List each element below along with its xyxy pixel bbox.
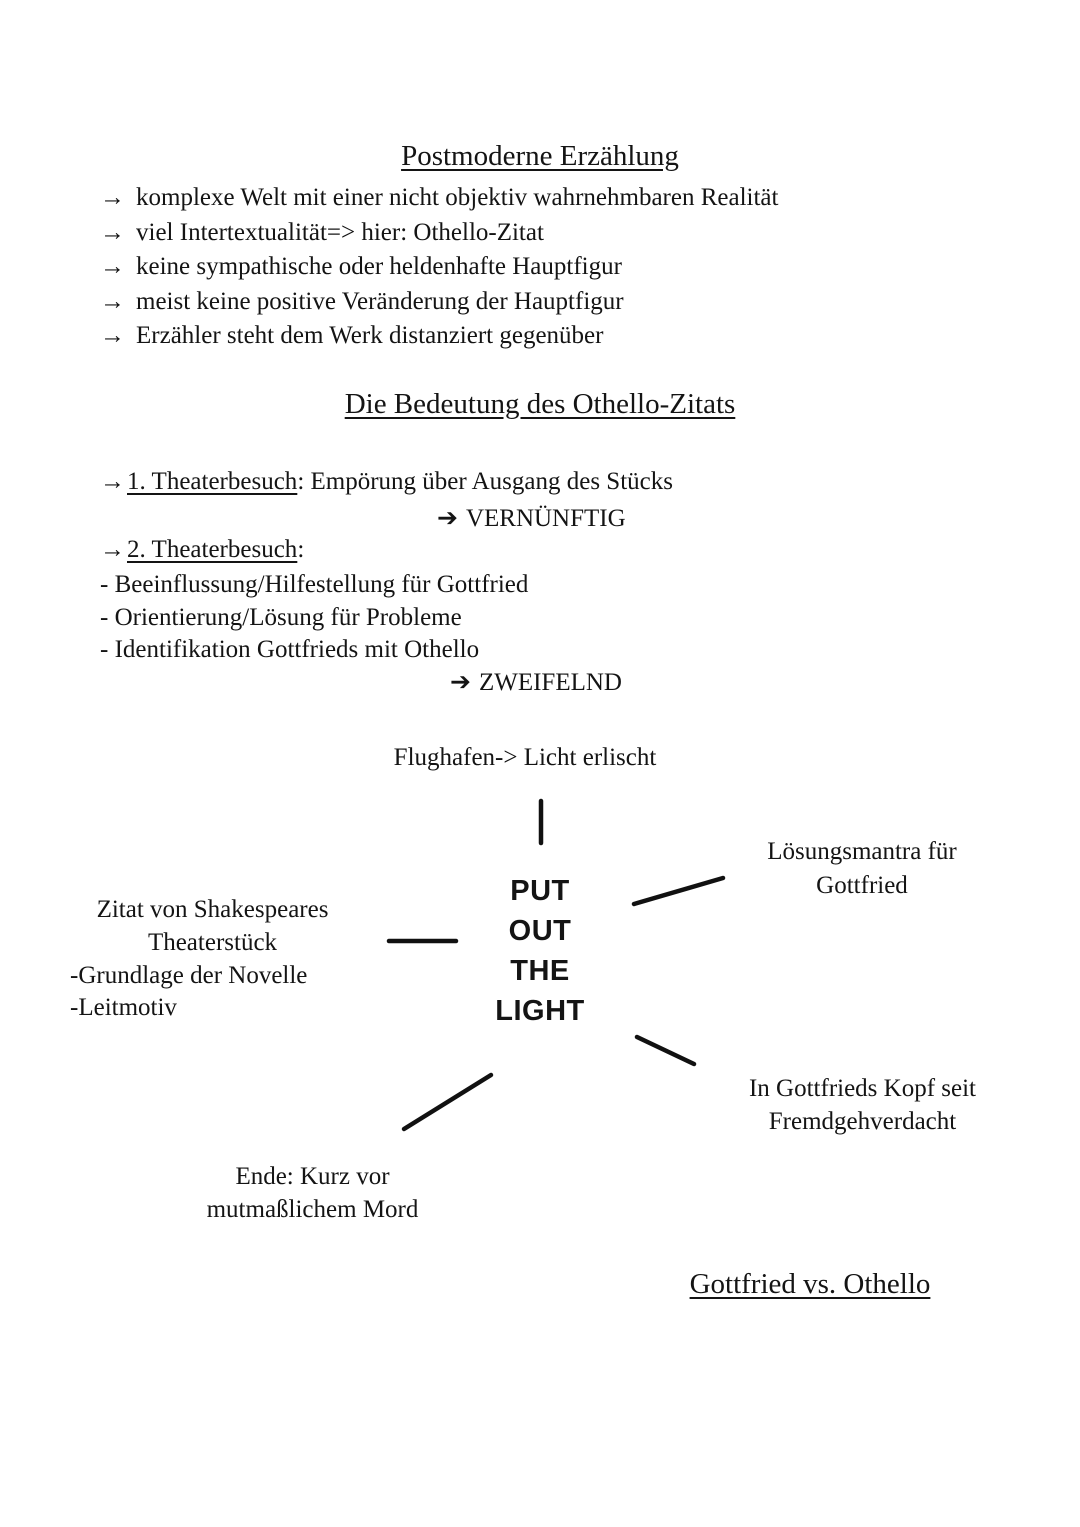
arrow-right-icon: → <box>100 253 125 281</box>
center-line: OUT <box>508 915 572 947</box>
arrow-heavy-icon: ➔ <box>437 505 458 532</box>
point-item: - Beeinflussung/Hilfestellung für Gottfried <box>100 571 529 598</box>
theater-visit-2-label: 2. Theaterbesuch <box>127 536 298 563</box>
list-item <box>100 216 1000 251</box>
connector-bottom-left <box>404 1075 491 1129</box>
theater-visit-2-text: : <box>297 536 305 563</box>
arrow-right-icon: → <box>100 287 125 315</box>
node-line: -Leitmotiv <box>70 994 177 1022</box>
node-line: Theaterstück <box>147 928 278 956</box>
footer-heading: Gottfried vs. Othello <box>689 1268 931 1300</box>
point-item: - Orientierung/Lösung für Probleme <box>100 603 462 631</box>
postmodern-list <box>100 181 1000 354</box>
mindmap-center-node <box>465 871 615 1031</box>
section-title: Die Bedeutung des Othello-Zitats <box>344 388 736 420</box>
verdict-1 <box>437 503 626 533</box>
list-item-text: keine sympathische oder heldenhafte Hauptfigur <box>136 253 622 281</box>
point-item: - Identifikation Gottfrieds mit Othello <box>100 636 480 664</box>
node-line: mutmaßlichem Mord <box>206 1196 419 1223</box>
arrow-right-icon: → <box>100 218 125 246</box>
node-line: Zitat von Shakespeares <box>96 896 329 923</box>
list-item <box>100 319 1000 354</box>
node-line: Lösungsmantra für <box>767 838 957 865</box>
connector-bottom-right <box>637 1037 694 1064</box>
list-item-text: meist keine positive Veränderung der Hauptfigur <box>136 287 624 315</box>
arrow-right-icon: → <box>100 536 125 563</box>
list-item <box>100 181 1000 216</box>
arrow-right-icon: → <box>100 322 125 350</box>
node-line: -Grundlage der Novelle <box>70 961 308 989</box>
theater-visit-2 <box>100 536 1000 564</box>
center-line: LIGHT <box>495 995 585 1027</box>
verdict-2 <box>450 667 622 697</box>
mindmap-node-ending <box>185 1160 440 1226</box>
list-item <box>100 250 1000 285</box>
node-line: Fremdgehverdacht <box>768 1108 957 1135</box>
arrow-heavy-icon: ➔ <box>450 669 471 696</box>
arrow-right-icon: → <box>100 184 125 211</box>
node-line: Gottfried <box>816 872 908 899</box>
center-line: PUT <box>510 875 570 907</box>
theater-visit-2-points <box>100 569 1000 667</box>
list-item-text: komplexe Welt mit einer nicht objektiv wahrnehmbaren Realität <box>136 184 779 211</box>
list-item-text: viel Intertextualität=> hier: Othello-Zitat <box>136 218 544 246</box>
theater-visit-1-text: : Empörung über Ausgang des Stücks <box>297 468 673 495</box>
verdict-2-text: ZWEIFELND <box>478 669 622 696</box>
page-title: Postmoderne Erzählung <box>401 140 679 172</box>
list-item <box>100 285 1000 320</box>
list-item-text: Erzähler steht dem Werk distanziert gegenüber <box>136 322 604 350</box>
node-line: In Gottfrieds Kopf seit <box>748 1075 977 1102</box>
mindmap-node-quote <box>70 894 355 1025</box>
center-line: THE <box>510 955 570 987</box>
mindmap-node-suspicion <box>730 1072 995 1138</box>
mindmap-node-mantra <box>748 835 976 903</box>
mindmap-node-airport: Flughafen-> Licht erlischt <box>393 744 657 771</box>
theater-visit-1-label: 1. Theaterbesuch <box>127 468 298 495</box>
connector-top-right <box>634 878 723 904</box>
node-line: Ende: Kurz vor <box>235 1163 390 1190</box>
theater-visit-1 <box>100 468 1000 496</box>
verdict-1-text: VERNÜNFTIG <box>465 505 626 532</box>
arrow-right-icon: → <box>100 468 125 495</box>
